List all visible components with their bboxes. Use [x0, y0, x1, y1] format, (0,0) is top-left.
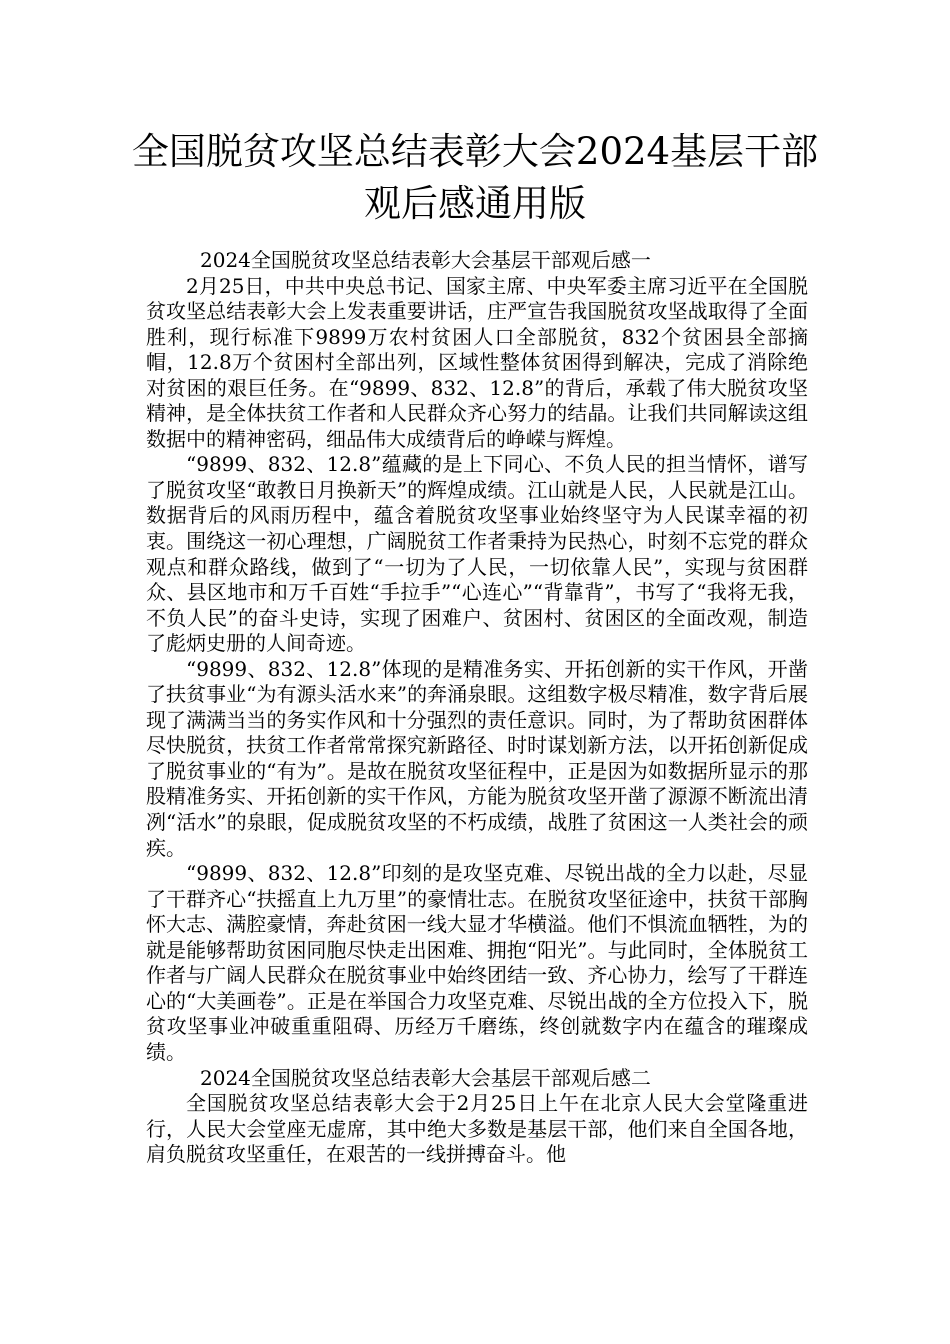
paragraph: 全国脱贫攻坚总结表彰大会于2月25日上午在北京人民大会堂隆重进行，人民大会堂座无虚席，其中绝大多数是基层干部，他们来自全国各地，肩负脱贫攻坚重任，在艰苦的一线拼搏奋斗。他 [146, 1091, 808, 1167]
paragraph: “9899、832、12.8”印刻的是攻坚克难、尽锐出战的全力以赴，尽显了干群齐心“扶摇直上九万里”的豪情壮志。在脱贫攻坚征途中，扶贫干部胸怀大志、满腔豪情，奔赴贫困一线大显才华横溢。他们不惧流血牺牲，为的就是能够帮助贫困同胞尽快走出困难、拥抱“阳光”。与此同时，全体脱贫工作者与广阔人民群众在脱贫事业中始终团结一致、齐心协力，绘写了干群连心的“大美画卷”。正是在举国合力攻坚克难、尽锐出战的全方位投入下，脱贫攻坚事业冲破重重阻碍、历经万千磨练，终创就数字内在蕴含的璀璨成绩。 [146, 861, 808, 1064]
title-line-1: 全国脱贫攻坚总结表彰大会2024基层干部 [131, 130, 819, 173]
paragraph: “9899、832、12.8”蕴藏的是上下同心、不负人民的担当情怀，谱写了脱贫攻坚“敢教日月换新天”的辉煌成绩。江山就是人民，人民就是江山。数据背后的风雨历程中，蕴含着脱贫攻坚事业始终坚守为人民谋幸福的初衷。围绕这一初心理想，广阔脱贫工作者秉持为民热心，时刻不忘党的群众观点和群众路线，做到了“一切为了人民，一切依靠人民”，实现与贫困群众、县区地市和万千百姓“手拉手”“心连心”“背靠背”，书写了“我将无我，不负人民”的奋斗史诗，实现了困难户、贫困村、贫困区的全面改观，制造了彪炳史册的人间奇迹。 [146, 452, 808, 656]
section-heading-2: 2024全国脱贫攻坚总结表彰大会基层干部观后感二 [200, 1065, 651, 1090]
paragraph: “9899、832、12.8”体现的是精准务实、开拓创新的实干作风，开凿了扶贫事业“为有源头活水来”的奔涌泉眼。这组数字极尽精准，数字背后展现了满满当当的务实作风和十分强烈的责任意识。同时，为了帮助贫困群体尽快脱贫，扶贫工作者常常探究新路径、时时谋划新方法，以开拓创新促成了脱贫事业的“有为”。是故在脱贫攻坚征程中，正是因为如数据所显示的那股精准务实、开拓创新的实干作风，方能为脱贫攻坚开凿了源源不断流出清冽“活水”的泉眼，促成脱贫攻坚的不朽成绩，战胜了贫困这一人类社会的顽疾。 [146, 656, 808, 860]
document-body [146, 248, 808, 1168]
document-title [110, 126, 840, 230]
paragraph: 2月25日，中共中央总书记、国家主席、中央军委主席习近平在全国脱贫攻坚总结表彰大会上发表重要讲话，庄严宣告我国脱贫攻坚战取得了全面胜利，现行标准下9899万农村贫困人口全部脱贫，832个贫困县全部摘帽，12.8万个贫困村全部出列，区域性整体贫困得到解决，完成了消除绝对贫困的艰巨任务。在“9899、832、12.8”的背后，承载了伟大脱贫攻坚精神，是全体扶贫工作者和人民群众齐心努力的结晶。让我们共同解读这组数据中的精神密码，细品伟大成绩背后的峥嵘与辉煌。 [146, 273, 808, 451]
title-line-2: 观后感通用版 [364, 182, 586, 225]
section-heading-1: 2024全国脱贫攻坚总结表彰大会基层干部观后感一 [200, 248, 651, 272]
